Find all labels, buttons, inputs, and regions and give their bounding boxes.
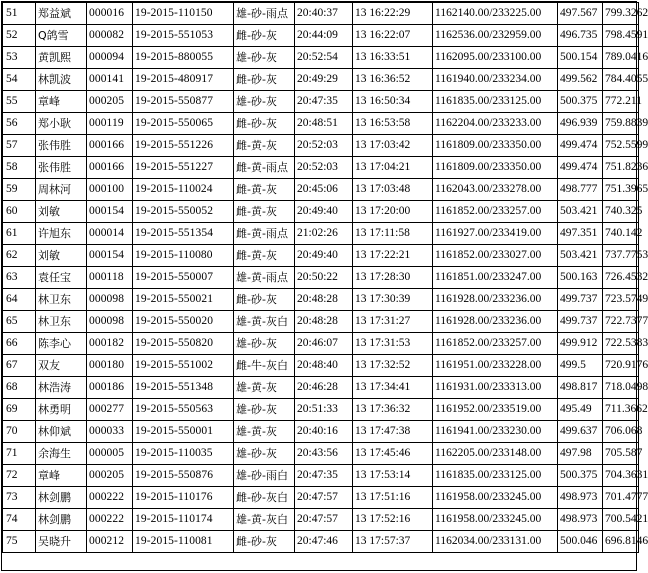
name-cell: 张伟胜 bbox=[36, 135, 87, 157]
feather-color-cell: 雌-砂-灰 bbox=[234, 113, 295, 135]
table-row bbox=[3, 289, 639, 311]
distance-cell: 499.737 bbox=[558, 289, 603, 311]
table-row bbox=[3, 509, 639, 531]
ring-number-cell: 19-2015-880055 bbox=[133, 47, 234, 69]
distance-cell: 500.375 bbox=[558, 91, 603, 113]
member-id-cell: 000277 bbox=[87, 399, 133, 421]
feather-color-cell: 雌-砂-灰 bbox=[234, 531, 295, 553]
release-time-cell: 20:47:57 bbox=[295, 509, 353, 531]
arrival-time-cell: 13 16:53:58 bbox=[353, 113, 433, 135]
coordinates-cell: 1161835.00/233125.00 bbox=[433, 91, 558, 113]
rank-cell: 56 bbox=[3, 113, 36, 135]
rank-cell: 60 bbox=[3, 201, 36, 223]
arrival-time-cell: 13 17:51:16 bbox=[353, 487, 433, 509]
speed-cell: 700.5421 bbox=[603, 509, 639, 531]
speed-cell: 701.4777 bbox=[603, 487, 639, 509]
table-row bbox=[3, 179, 639, 201]
table-row bbox=[3, 135, 639, 157]
table-row bbox=[3, 91, 639, 113]
name-cell: 刘敏 bbox=[36, 201, 87, 223]
arrival-time-cell: 13 17:03:42 bbox=[353, 135, 433, 157]
member-id-cell: 000154 bbox=[87, 201, 133, 223]
distance-cell: 499.637 bbox=[558, 421, 603, 443]
arrival-time-cell: 13 17:32:52 bbox=[353, 355, 433, 377]
speed-cell: 751.3965 bbox=[603, 179, 639, 201]
speed-cell: 740.325 bbox=[603, 201, 639, 223]
rank-cell: 72 bbox=[3, 465, 36, 487]
name-cell: 吴晓升 bbox=[36, 531, 87, 553]
arrival-time-cell: 13 16:33:51 bbox=[353, 47, 433, 69]
arrival-time-cell: 13 16:22:29 bbox=[353, 3, 433, 25]
distance-cell: 500.154 bbox=[558, 47, 603, 69]
table-body bbox=[3, 3, 648, 553]
name-cell: 周林河 bbox=[36, 179, 87, 201]
rank-cell: 54 bbox=[3, 69, 36, 91]
rank-cell: 59 bbox=[3, 179, 36, 201]
name-cell: 林剑鹏 bbox=[36, 509, 87, 531]
distance-cell: 499.912 bbox=[558, 333, 603, 355]
coordinates-cell: 1162034.00/233131.00 bbox=[433, 531, 558, 553]
coordinates-cell: 1161951.00/233228.00 bbox=[433, 355, 558, 377]
ring-number-cell: 19-2015-550065 bbox=[133, 113, 234, 135]
speed-cell: 799.3262 bbox=[603, 3, 639, 25]
member-id-cell: 000005 bbox=[87, 443, 133, 465]
rank-cell: 63 bbox=[3, 267, 36, 289]
feather-color-cell: 雌-黄-灰 bbox=[234, 245, 295, 267]
ring-number-cell: 19-2015-110035 bbox=[133, 443, 234, 465]
coordinates-cell: 1161852.00/233027.00 bbox=[433, 245, 558, 267]
distance-cell: 497.351 bbox=[558, 223, 603, 245]
member-id-cell: 000222 bbox=[87, 509, 133, 531]
name-cell: 黄凯熙 bbox=[36, 47, 87, 69]
member-id-cell: 000141 bbox=[87, 69, 133, 91]
feather-color-cell: 雄-砂-雨点 bbox=[234, 3, 295, 25]
release-time-cell: 20:47:35 bbox=[295, 465, 353, 487]
rank-cell: 58 bbox=[3, 157, 36, 179]
arrival-time-cell: 13 17:22:21 bbox=[353, 245, 433, 267]
release-time-cell: 20:51:33 bbox=[295, 399, 353, 421]
table-row bbox=[3, 201, 639, 223]
name-cell: 林凯波 bbox=[36, 69, 87, 91]
rank-cell: 66 bbox=[3, 333, 36, 355]
arrival-time-cell: 13 16:50:34 bbox=[353, 91, 433, 113]
member-id-cell: 000098 bbox=[87, 311, 133, 333]
ring-number-cell: 19-2015-480917 bbox=[133, 69, 234, 91]
rank-cell: 52 bbox=[3, 25, 36, 47]
distance-cell: 496.939 bbox=[558, 113, 603, 135]
name-cell: 郑小耿 bbox=[36, 113, 87, 135]
coordinates-cell: 1161809.00/233350.00 bbox=[433, 135, 558, 157]
speed-cell: 722.5383 bbox=[603, 333, 639, 355]
feather-color-cell: 雌-黄-雨点 bbox=[234, 157, 295, 179]
arrival-time-cell: 13 17:36:32 bbox=[353, 399, 433, 421]
table-row bbox=[3, 3, 639, 25]
table-row bbox=[3, 47, 639, 69]
arrival-time-cell: 13 17:11:58 bbox=[353, 223, 433, 245]
arrival-time-cell: 13 16:36:52 bbox=[353, 69, 433, 91]
ring-number-cell: 19-2015-551354 bbox=[133, 223, 234, 245]
member-id-cell: 000212 bbox=[87, 531, 133, 553]
coordinates-cell: 1161940.00/233234.00 bbox=[433, 69, 558, 91]
table-row bbox=[3, 333, 639, 355]
table-row bbox=[3, 377, 639, 399]
member-id-cell: 000205 bbox=[87, 465, 133, 487]
ring-number-cell: 19-2015-550877 bbox=[133, 91, 234, 113]
arrival-time-cell: 13 17:03:48 bbox=[353, 179, 433, 201]
coordinates-cell: 1161852.00/233257.00 bbox=[433, 333, 558, 355]
release-time-cell: 20:49:40 bbox=[295, 245, 353, 267]
rank-cell: 67 bbox=[3, 355, 36, 377]
distance-cell: 497.98 bbox=[558, 443, 603, 465]
speed-cell: 759.8839 bbox=[603, 113, 639, 135]
arrival-time-cell: 13 17:31:27 bbox=[353, 311, 433, 333]
speed-cell: 751.8236 bbox=[603, 157, 639, 179]
release-time-cell: 20:46:07 bbox=[295, 333, 353, 355]
table-row bbox=[3, 531, 639, 553]
name-cell: 林仰斌 bbox=[36, 421, 87, 443]
rank-cell: 51 bbox=[3, 3, 36, 25]
table-row bbox=[3, 355, 639, 377]
member-id-cell: 000180 bbox=[87, 355, 133, 377]
member-id-cell: 000182 bbox=[87, 333, 133, 355]
name-cell: Q鸽雪 bbox=[36, 25, 87, 47]
coordinates-cell: 1161931.00/233313.00 bbox=[433, 377, 558, 399]
feather-color-cell: 雌-砂-灰 bbox=[234, 69, 295, 91]
release-time-cell: 20:43:56 bbox=[295, 443, 353, 465]
ring-number-cell: 19-2015-551226 bbox=[133, 135, 234, 157]
speed-cell: 789.0416 bbox=[603, 47, 639, 69]
coordinates-cell: 1161941.00/233230.00 bbox=[433, 421, 558, 443]
member-id-cell: 000166 bbox=[87, 135, 133, 157]
release-time-cell: 21:02:26 bbox=[295, 223, 353, 245]
table-row bbox=[3, 157, 639, 179]
speed-cell: 752.5599 bbox=[603, 135, 639, 157]
name-cell: 林浩涛 bbox=[36, 377, 87, 399]
name-cell: 双友 bbox=[36, 355, 87, 377]
ring-number-cell: 19-2015-550020 bbox=[133, 311, 234, 333]
feather-color-cell: 雄-砂-灰 bbox=[234, 443, 295, 465]
coordinates-cell: 1162204.00/233233.00 bbox=[433, 113, 558, 135]
rank-cell: 53 bbox=[3, 47, 36, 69]
speed-cell: 711.3662 bbox=[603, 399, 639, 421]
speed-cell: 740.142 bbox=[603, 223, 639, 245]
feather-color-cell: 雄-砂-雨白 bbox=[234, 465, 295, 487]
release-time-cell: 20:40:37 bbox=[295, 3, 353, 25]
table-row bbox=[3, 69, 639, 91]
rank-cell: 73 bbox=[3, 487, 36, 509]
table-row bbox=[3, 443, 639, 465]
rank-cell: 70 bbox=[3, 421, 36, 443]
release-time-cell: 20:47:46 bbox=[295, 531, 353, 553]
speed-cell: 718.0498 bbox=[603, 377, 639, 399]
member-id-cell: 000186 bbox=[87, 377, 133, 399]
release-time-cell: 20:46:28 bbox=[295, 377, 353, 399]
feather-color-cell: 雌-砂-灰白 bbox=[234, 487, 295, 509]
table-row bbox=[3, 25, 639, 47]
distance-cell: 503.421 bbox=[558, 201, 603, 223]
ring-number-cell: 19-2015-551348 bbox=[133, 377, 234, 399]
feather-color-cell: 雄-砂-灰 bbox=[234, 333, 295, 355]
coordinates-cell: 1161958.00/233245.00 bbox=[433, 509, 558, 531]
release-time-cell: 20:45:06 bbox=[295, 179, 353, 201]
release-time-cell: 20:52:03 bbox=[295, 157, 353, 179]
arrival-time-cell: 13 16:22:07 bbox=[353, 25, 433, 47]
coordinates-cell: 1161835.00/233125.00 bbox=[433, 465, 558, 487]
distance-cell: 503.421 bbox=[558, 245, 603, 267]
feather-color-cell: 雄-黄-灰白 bbox=[234, 509, 295, 531]
ring-number-cell: 19-2015-551227 bbox=[133, 157, 234, 179]
rank-cell: 57 bbox=[3, 135, 36, 157]
coordinates-cell: 1162043.00/233278.00 bbox=[433, 179, 558, 201]
feather-color-cell: 雄-黄-灰 bbox=[234, 421, 295, 443]
ring-number-cell: 19-2015-550052 bbox=[133, 201, 234, 223]
table-row bbox=[3, 245, 639, 267]
ring-number-cell: 19-2015-110080 bbox=[133, 245, 234, 267]
feather-color-cell: 雄-砂-灰 bbox=[234, 91, 295, 113]
table-row bbox=[3, 113, 639, 135]
feather-color-cell: 雌-黄-灰 bbox=[234, 201, 295, 223]
name-cell: 章峰 bbox=[36, 91, 87, 113]
table-row bbox=[3, 223, 639, 245]
speed-cell: 704.3631 bbox=[603, 465, 639, 487]
arrival-time-cell: 13 17:53:14 bbox=[353, 465, 433, 487]
results-table-frame bbox=[1, 1, 648, 571]
release-time-cell: 20:44:09 bbox=[295, 25, 353, 47]
name-cell: 郑益斌 bbox=[36, 3, 87, 25]
arrival-time-cell: 13 17:52:16 bbox=[353, 509, 433, 531]
ring-number-cell: 19-2015-550876 bbox=[133, 465, 234, 487]
distance-cell: 500.375 bbox=[558, 465, 603, 487]
feather-color-cell: 雌-黄-雨点 bbox=[234, 223, 295, 245]
release-time-cell: 20:52:03 bbox=[295, 135, 353, 157]
release-time-cell: 20:48:28 bbox=[295, 289, 353, 311]
distance-cell: 499.737 bbox=[558, 311, 603, 333]
release-time-cell: 20:48:40 bbox=[295, 355, 353, 377]
rank-cell: 65 bbox=[3, 311, 36, 333]
ring-number-cell: 19-2015-110024 bbox=[133, 179, 234, 201]
member-id-cell: 000222 bbox=[87, 487, 133, 509]
name-cell: 许旭东 bbox=[36, 223, 87, 245]
distance-cell: 496.735 bbox=[558, 25, 603, 47]
coordinates-cell: 1162205.00/233148.00 bbox=[433, 443, 558, 465]
arrival-time-cell: 13 17:31:53 bbox=[353, 333, 433, 355]
rank-cell: 74 bbox=[3, 509, 36, 531]
ring-number-cell: 19-2015-551053 bbox=[133, 25, 234, 47]
table-row bbox=[3, 487, 639, 509]
rank-cell: 68 bbox=[3, 377, 36, 399]
rank-cell: 62 bbox=[3, 245, 36, 267]
distance-cell: 498.973 bbox=[558, 509, 603, 531]
ring-number-cell: 19-2015-110174 bbox=[133, 509, 234, 531]
arrival-time-cell: 13 17:28:30 bbox=[353, 267, 433, 289]
feather-color-cell: 雌-牛-灰白 bbox=[234, 355, 295, 377]
release-time-cell: 20:49:40 bbox=[295, 201, 353, 223]
distance-cell: 498.973 bbox=[558, 487, 603, 509]
name-cell: 余海生 bbox=[36, 443, 87, 465]
arrival-time-cell: 13 17:30:39 bbox=[353, 289, 433, 311]
member-id-cell: 000098 bbox=[87, 289, 133, 311]
name-cell: 林卫东 bbox=[36, 311, 87, 333]
release-time-cell: 20:48:28 bbox=[295, 311, 353, 333]
race-results-table bbox=[2, 2, 648, 553]
speed-cell: 723.5749 bbox=[603, 289, 639, 311]
member-id-cell: 000082 bbox=[87, 25, 133, 47]
ring-number-cell: 19-2015-550021 bbox=[133, 289, 234, 311]
ring-number-cell: 19-2015-550001 bbox=[133, 421, 234, 443]
speed-cell: 720.9176 bbox=[603, 355, 639, 377]
distance-cell: 499.562 bbox=[558, 69, 603, 91]
speed-cell: 772.211 bbox=[603, 91, 639, 113]
speed-cell: 706.068 bbox=[603, 421, 639, 443]
name-cell: 袁任宝 bbox=[36, 267, 87, 289]
member-id-cell: 000118 bbox=[87, 267, 133, 289]
name-cell: 林剑鹏 bbox=[36, 487, 87, 509]
member-id-cell: 000166 bbox=[87, 157, 133, 179]
coordinates-cell: 1162536.00/232959.00 bbox=[433, 25, 558, 47]
table-row bbox=[3, 311, 639, 333]
release-time-cell: 20:49:29 bbox=[295, 69, 353, 91]
member-id-cell: 000016 bbox=[87, 3, 133, 25]
arrival-time-cell: 13 17:45:46 bbox=[353, 443, 433, 465]
distance-cell: 498.777 bbox=[558, 179, 603, 201]
ring-number-cell: 19-2015-551002 bbox=[133, 355, 234, 377]
coordinates-cell: 1161852.00/233257.00 bbox=[433, 201, 558, 223]
coordinates-cell: 1162140.00/233225.00 bbox=[433, 3, 558, 25]
release-time-cell: 20:47:35 bbox=[295, 91, 353, 113]
ring-number-cell: 19-2015-110081 bbox=[133, 531, 234, 553]
rank-cell: 64 bbox=[3, 289, 36, 311]
ring-number-cell: 19-2015-550563 bbox=[133, 399, 234, 421]
speed-cell: 784.4055 bbox=[603, 69, 639, 91]
name-cell: 章峰 bbox=[36, 465, 87, 487]
rank-cell: 61 bbox=[3, 223, 36, 245]
feather-color-cell: 雌-黄-灰 bbox=[234, 179, 295, 201]
distance-cell: 500.046 bbox=[558, 531, 603, 553]
member-id-cell: 000154 bbox=[87, 245, 133, 267]
release-time-cell: 20:40:16 bbox=[295, 421, 353, 443]
feather-color-cell: 雌-黄-灰 bbox=[234, 135, 295, 157]
coordinates-cell: 1161928.00/233236.00 bbox=[433, 311, 558, 333]
speed-cell: 798.4591 bbox=[603, 25, 639, 47]
feather-color-cell: 雄-黄-灰 bbox=[234, 377, 295, 399]
ring-number-cell: 19-2015-550007 bbox=[133, 267, 234, 289]
feather-color-cell: 雄-黄-灰白 bbox=[234, 311, 295, 333]
member-id-cell: 000014 bbox=[87, 223, 133, 245]
release-time-cell: 20:48:51 bbox=[295, 113, 353, 135]
coordinates-cell: 1161927.00/233419.00 bbox=[433, 223, 558, 245]
coordinates-cell: 1161928.00/233236.00 bbox=[433, 289, 558, 311]
member-id-cell: 000100 bbox=[87, 179, 133, 201]
distance-cell: 498.817 bbox=[558, 377, 603, 399]
speed-cell: 705.587 bbox=[603, 443, 639, 465]
ring-number-cell: 19-2015-550820 bbox=[133, 333, 234, 355]
arrival-time-cell: 13 17:57:37 bbox=[353, 531, 433, 553]
rank-cell: 75 bbox=[3, 531, 36, 553]
member-id-cell: 000205 bbox=[87, 91, 133, 113]
table-row bbox=[3, 399, 639, 421]
name-cell: 林勇明 bbox=[36, 399, 87, 421]
name-cell: 陈李心 bbox=[36, 333, 87, 355]
member-id-cell: 000094 bbox=[87, 47, 133, 69]
rank-cell: 55 bbox=[3, 91, 36, 113]
coordinates-cell: 1161952.00/233519.00 bbox=[433, 399, 558, 421]
distance-cell: 499.474 bbox=[558, 157, 603, 179]
release-time-cell: 20:50:22 bbox=[295, 267, 353, 289]
coordinates-cell: 1162095.00/233100.00 bbox=[433, 47, 558, 69]
coordinates-cell: 1161851.00/233247.00 bbox=[433, 267, 558, 289]
distance-cell: 495.49 bbox=[558, 399, 603, 421]
rank-cell: 71 bbox=[3, 443, 36, 465]
arrival-time-cell: 13 17:34:41 bbox=[353, 377, 433, 399]
speed-cell: 696.8146 bbox=[603, 531, 639, 553]
feather-color-cell: 雌-砂-灰 bbox=[234, 25, 295, 47]
distance-cell: 497.567 bbox=[558, 3, 603, 25]
distance-cell: 499.474 bbox=[558, 135, 603, 157]
feather-color-cell: 雄-黄-雨点 bbox=[234, 267, 295, 289]
coordinates-cell: 1161809.00/233350.00 bbox=[433, 157, 558, 179]
member-id-cell: 000119 bbox=[87, 113, 133, 135]
arrival-time-cell: 13 17:47:38 bbox=[353, 421, 433, 443]
ring-number-cell: 19-2015-110176 bbox=[133, 487, 234, 509]
feather-color-cell: 雄-砂-灰 bbox=[234, 399, 295, 421]
table-row bbox=[3, 267, 639, 289]
speed-cell: 737.7753 bbox=[603, 245, 639, 267]
release-time-cell: 20:47:57 bbox=[295, 487, 353, 509]
member-id-cell: 000033 bbox=[87, 421, 133, 443]
feather-color-cell: 雄-砂-灰 bbox=[234, 47, 295, 69]
release-time-cell: 20:52:54 bbox=[295, 47, 353, 69]
coordinates-cell: 1161958.00/233245.00 bbox=[433, 487, 558, 509]
table-row bbox=[3, 421, 639, 443]
arrival-time-cell: 13 17:04:21 bbox=[353, 157, 433, 179]
speed-cell: 722.7377 bbox=[603, 311, 639, 333]
table-row bbox=[3, 465, 639, 487]
arrival-time-cell: 13 17:20:00 bbox=[353, 201, 433, 223]
feather-color-cell: 雌-砂-灰 bbox=[234, 289, 295, 311]
rank-cell: 69 bbox=[3, 399, 36, 421]
name-cell: 林卫东 bbox=[36, 289, 87, 311]
name-cell: 张伟胜 bbox=[36, 157, 87, 179]
speed-cell: 726.4532 bbox=[603, 267, 639, 289]
distance-cell: 500.163 bbox=[558, 267, 603, 289]
ring-number-cell: 19-2015-110150 bbox=[133, 3, 234, 25]
distance-cell: 499.5 bbox=[558, 355, 603, 377]
name-cell: 刘敏 bbox=[36, 245, 87, 267]
